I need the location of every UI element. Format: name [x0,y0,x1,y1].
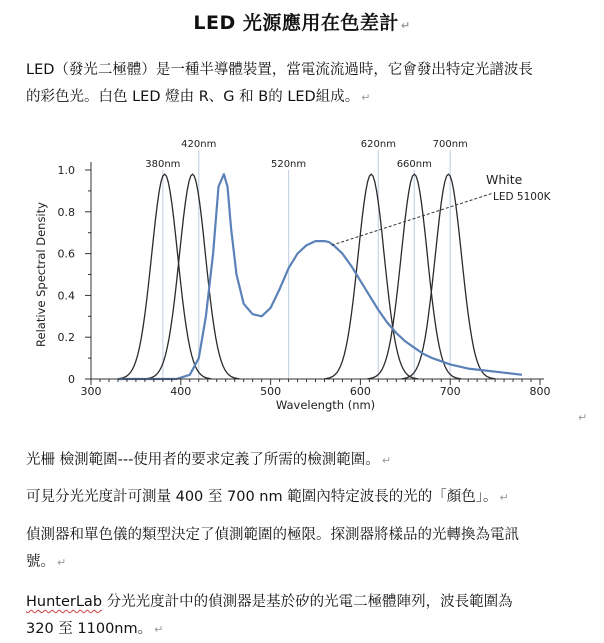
page-title: LED 光源應用在色差計 ↵ [193,12,411,34]
x-axis-label: Wavelength (nm) [275,398,376,412]
paragraph-visible-range: 可見分光光度計可測量 400 至 700 nm 範圍內特定波長的光的「顏色」。 ↵ [26,489,509,505]
intro-paragraph: LED（發光二極體）是一種半導體裝置，當電流流過時，它會發出特定光譜波長 的彩色光。白色 LED 燈由 R、G 和 B的 LED組成。 ↵ [26,62,533,105]
y-tick-label-0.6: 0.6 [57,247,75,261]
annotation-white: White [486,172,523,187]
x-tick-label-500: 500 [260,385,282,398]
peak-label-700nm: 700nm [432,139,468,150]
y-tick-label-1.0: 1.0 [57,164,75,177]
peak-label-420nm: 420nm [181,139,217,150]
x-tick-label-800: 800 [529,385,551,398]
y-tick-label-0: 0 [68,373,75,386]
paragraph-hunterlab: HunterLab 分光光度計中的偵測器是基於矽的光電二極體陣列，波長範圍為 320 至 1100nm。 ↵ [26,594,513,637]
y-tick-label-0.8: 0.8 [57,205,75,219]
x-tick-label-300: 300 [80,385,102,398]
chart-annotations [145,139,551,245]
x-tick-label-400: 400 [170,385,192,398]
white-led-leader-line [332,193,494,245]
x-tick-label-700: 700 [439,385,461,398]
paragraph-grating: 光柵 檢測範圍---使用者的要求定義了所需的檢測範圍。 ↵ [26,452,392,468]
peak-label-380nm: 380nm [145,159,181,170]
spectral-density-chart [0,125,604,425]
led-curve-612 [325,174,418,379]
led-curve-413 [146,174,239,379]
led-curve-382 [118,174,211,379]
paragraph-detector: 偵測器和單色儀的類型決定了偵測範圍的極限。探測器將樣品的光轉換為電訊 號。 ↵ [26,527,519,570]
brand-name: HunterLab [26,594,103,610]
annotation-led-5100k: LED 5100K [493,191,551,203]
y-tick-label-0.4: 0.4 [57,289,75,303]
peak-label-620nm: 620nm [360,139,396,150]
peak-label-660nm: 660nm [396,159,432,170]
chart-axes [34,162,551,412]
paragraph-mark: ↵ [578,411,588,424]
peak-label-520nm: 520nm [270,159,307,170]
x-tick-label-600: 600 [349,385,371,398]
white-led-curve [118,174,522,379]
y-axis-label: Relative Spectral Density [34,202,48,347]
spectral-curves [118,174,522,379]
y-tick-label-0.2: 0.2 [57,331,75,345]
